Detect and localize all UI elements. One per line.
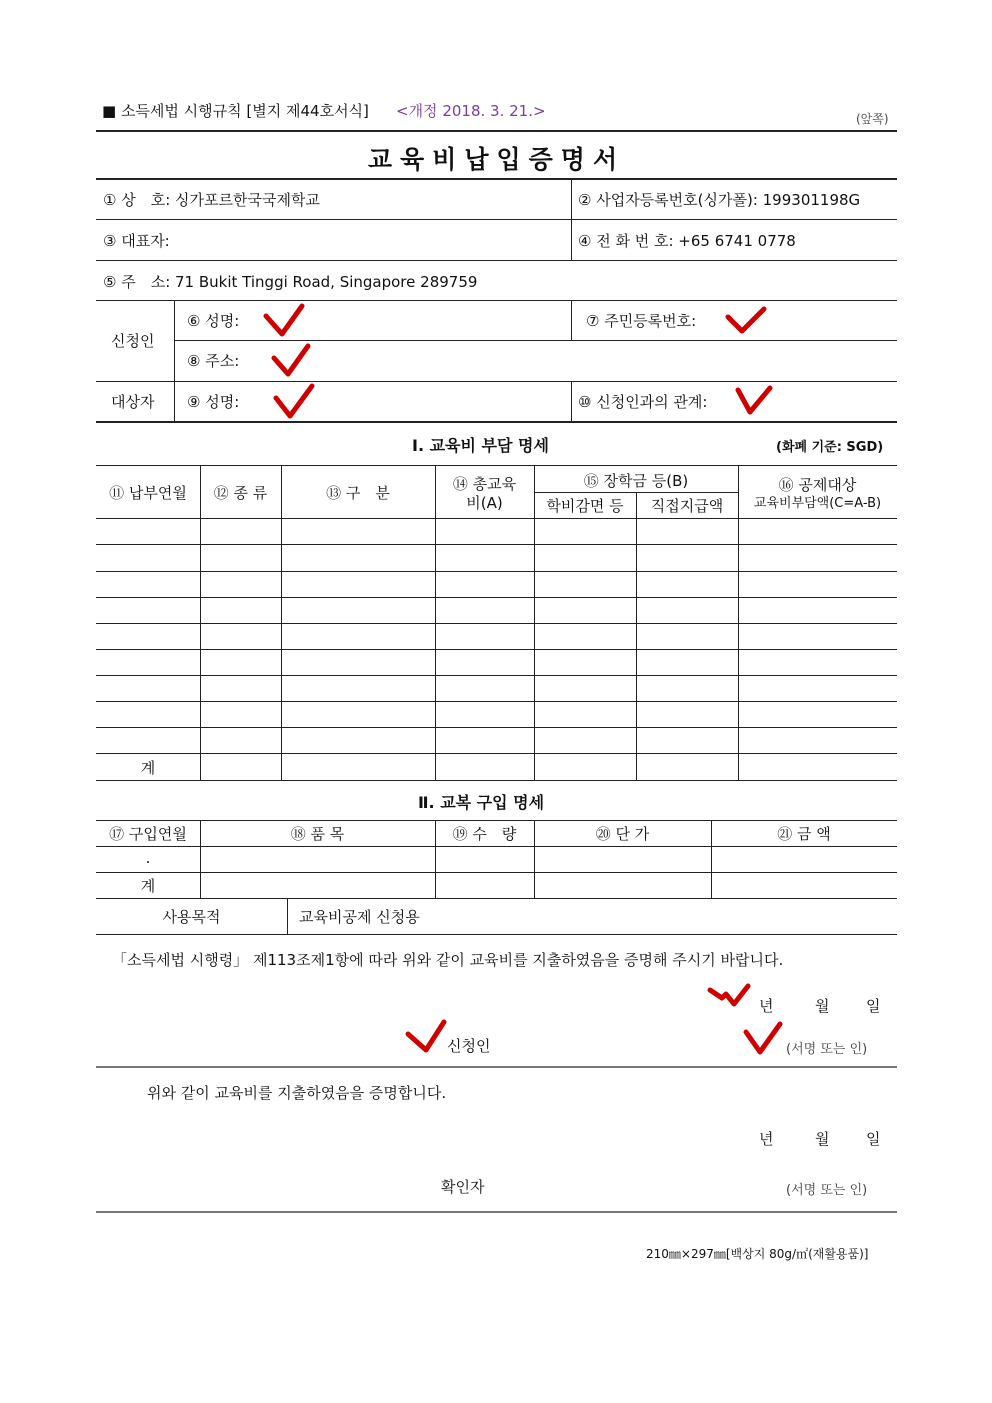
date-month-label: 월 [815, 997, 830, 1015]
section2-total-label: 계 [140, 877, 156, 895]
col-header-total-line2: 비(A) [466, 494, 503, 512]
divider [96, 623, 897, 624]
col-header-scholarship: ⑮ 장학금 등(B) [583, 472, 689, 490]
check-mark-icon [742, 1020, 786, 1060]
divider [534, 492, 738, 493]
applicant-signature-note: (서명 또는 인) [786, 1042, 868, 1057]
divider [96, 219, 897, 220]
check-mark-icon [724, 303, 768, 343]
revision-note: <개정 2018. 3. 21.> [396, 102, 546, 120]
address-field: ⑤ 주 소: 71 Bukit Tinggi Road, Singapore 289759 [103, 273, 478, 291]
top-thick-rule [96, 130, 897, 132]
col-header-category: ⑬ 구 분 [326, 484, 390, 502]
divider [174, 300, 175, 421]
divider [96, 300, 897, 301]
phone-field: ④ 전 화 번 호: +65 6741 0778 [578, 232, 796, 250]
divider [96, 675, 897, 676]
paper-spec-footer: 210㎜×297㎜[백상지 80g/㎡(재활용품)] [646, 1247, 869, 1261]
confirmer-signature-note: (서명 또는 인) [786, 1183, 868, 1198]
divider [96, 934, 897, 935]
divider [636, 492, 637, 780]
col-header-deduct-line1: ⑯ 공제대상 [778, 476, 857, 494]
divider [96, 597, 897, 598]
section1-title: Ⅰ. 교육비 부담 명세 [412, 436, 549, 455]
company-field: ① 상 호: 싱가포르한국국제학교 [103, 191, 320, 209]
check-mark-icon [734, 382, 778, 422]
divider [96, 518, 897, 519]
divider [96, 780, 897, 781]
col-header-purchase-month: ⑰ 구입연월 [109, 825, 187, 843]
section2-row-mark: . [145, 849, 151, 867]
date-day-label: 일 [866, 997, 881, 1015]
section2-title: Ⅱ. 교복 구입 명세 [418, 793, 545, 812]
divider [96, 1066, 897, 1068]
check-mark-icon [270, 342, 314, 382]
divider [571, 300, 572, 340]
form-title: 교육비납입증명서 [367, 145, 626, 174]
divider [96, 846, 897, 847]
divider [96, 649, 897, 650]
divider [287, 898, 288, 934]
divider [96, 701, 897, 702]
subject-relation-field: ⑩ 신청인과의 관계: [578, 393, 708, 411]
applicant-name-field: ⑥ 성명: [187, 312, 240, 330]
currency-note: (화폐 기준: SGD) [776, 440, 884, 455]
section1-total-label: 계 [140, 759, 156, 777]
confirm-statement: 위와 같이 교육비를 지출하였음을 증명합니다. [147, 1084, 447, 1102]
col-header-quantity: ⑲ 수 량 [452, 825, 517, 843]
divider [96, 753, 897, 754]
subject-name-field: ⑨ 성명: [187, 393, 240, 411]
col-header-month: ⑪ 납부연월 [109, 484, 187, 502]
divider [96, 465, 897, 466]
divider [571, 381, 572, 421]
applicant-rrn-field: ⑦ 주민등록번호: [586, 312, 697, 330]
page-side-label: (앞쪽) [856, 112, 889, 126]
col-header-type: ⑫ 종 류 [213, 484, 268, 502]
check-mark-icon [708, 980, 752, 1020]
divider [96, 1211, 897, 1213]
col-header-total-line1: ⑭ 총교육 [452, 475, 517, 493]
title-bottom-rule [96, 178, 897, 180]
col-header-unit-price: ⑳ 단 가 [595, 825, 650, 843]
col-header-tuition-reduction: 학비감면 등 [546, 497, 624, 515]
applicant-label: 신청인 [111, 332, 155, 350]
confirm-day-label: 일 [866, 1130, 881, 1148]
biz-number-field: ② 사업자등록번호(싱가폴): 199301198G [578, 191, 861, 209]
divider [96, 544, 897, 545]
col-header-direct-pay: 직접지급액 [650, 497, 724, 515]
divider [96, 872, 897, 873]
divider [96, 727, 897, 728]
confirm-year-label: 년 [759, 1130, 774, 1148]
date-year-label: 년 [759, 997, 774, 1015]
divider [96, 571, 897, 572]
divider [571, 180, 572, 261]
purpose-label: 사용목적 [162, 908, 221, 926]
check-mark-icon [262, 302, 306, 342]
col-header-amount: ㉑ 금 액 [777, 825, 831, 843]
confirm-month-label: 월 [815, 1130, 830, 1148]
divider [96, 260, 897, 261]
subject-label: 대상자 [111, 393, 155, 411]
request-statement: 「소득세법 시행령」 제113조제1항에 따라 위와 같이 교육비를 지출하였음을 증명해 주시기 바랍니다. [112, 951, 784, 969]
col-header-item: ⑱ 품 목 [290, 825, 345, 843]
check-mark-icon [272, 382, 316, 422]
applicant-address-field: ⑧ 주소: [187, 352, 240, 370]
confirmer-label: 확인자 [441, 1178, 485, 1196]
col-header-deduct-line2: 교육비부담액(C=A-B) [753, 496, 882, 511]
applicant-sign-label: 신청인 [447, 1037, 491, 1055]
purpose-value: 교육비공제 신청용 [299, 908, 420, 926]
divider [96, 898, 897, 899]
law-reference: ■ 소득세법 시행규칙 [별지 제44호서식] [102, 102, 369, 120]
check-mark-icon [404, 1018, 448, 1058]
representative-field: ③ 대표자: [103, 232, 170, 250]
divider [96, 820, 897, 821]
